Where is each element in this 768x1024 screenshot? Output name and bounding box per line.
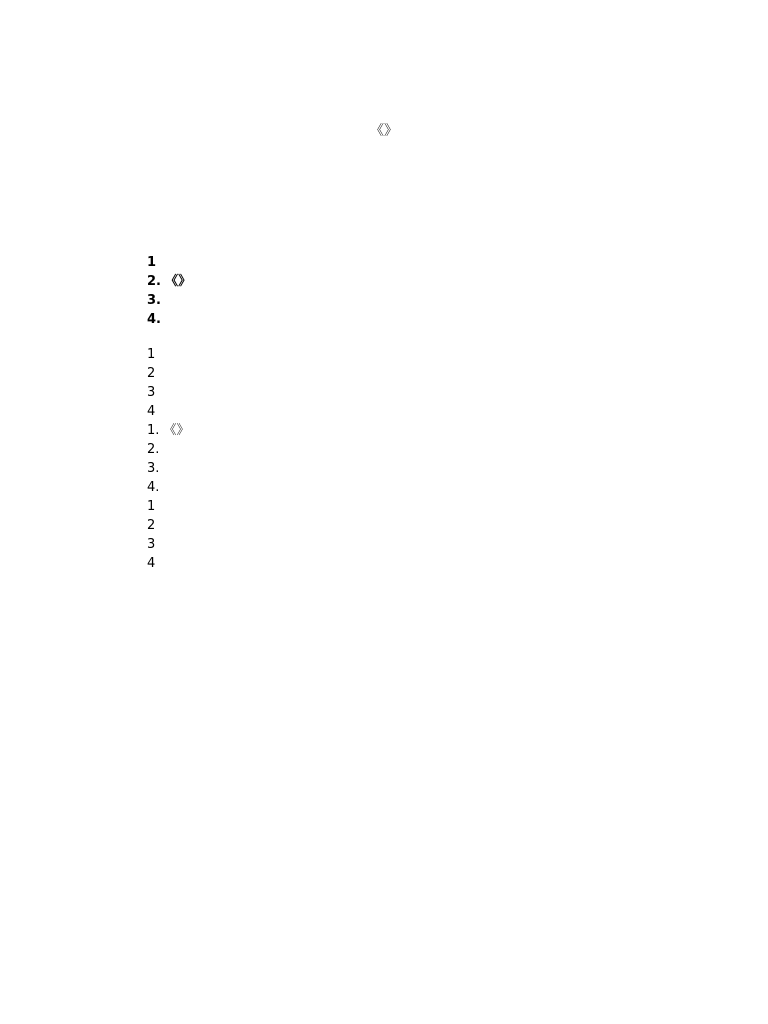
item-number: 1	[147, 347, 156, 362]
item-number: 1	[147, 255, 157, 270]
item-number: 4	[147, 556, 156, 571]
group-2-item-1	[117, 421, 653, 440]
group-1-item-4	[117, 402, 653, 421]
item-number: 1	[147, 499, 156, 514]
item-number: 2	[147, 518, 156, 533]
document-title: 《》	[370, 123, 398, 139]
group-1-item-3	[117, 383, 653, 402]
item-number: 3.	[147, 461, 160, 476]
section-1-item-1	[117, 253, 653, 272]
group-3-item-2	[117, 516, 653, 535]
item-number: 2.	[147, 274, 161, 289]
section-gap	[117, 329, 653, 345]
section-1-item-2	[117, 272, 653, 291]
section-1-item-4	[117, 310, 653, 329]
group-3-item-3	[117, 535, 653, 554]
section-1-item-3	[117, 291, 653, 310]
document-body	[117, 253, 653, 573]
item-text: 《》	[165, 274, 192, 289]
group-2-item-2	[117, 440, 653, 459]
item-number: 4.	[147, 312, 161, 327]
item-number: 3	[147, 537, 156, 552]
item-number: 3	[147, 385, 156, 400]
group-1-item-2	[117, 364, 653, 383]
item-number: 2	[147, 366, 156, 381]
group-3-item-4	[117, 554, 653, 573]
group-2-item-4	[117, 478, 653, 497]
item-number: 2.	[147, 442, 160, 457]
item-number: 4	[147, 404, 156, 419]
item-number: 1.	[147, 423, 160, 438]
group-3-item-1	[117, 497, 653, 516]
item-text: 《》	[163, 423, 190, 438]
group-1-item-1	[117, 345, 653, 364]
item-number: 4.	[147, 480, 160, 495]
group-2-item-3	[117, 459, 653, 478]
item-number: 3.	[147, 293, 161, 308]
